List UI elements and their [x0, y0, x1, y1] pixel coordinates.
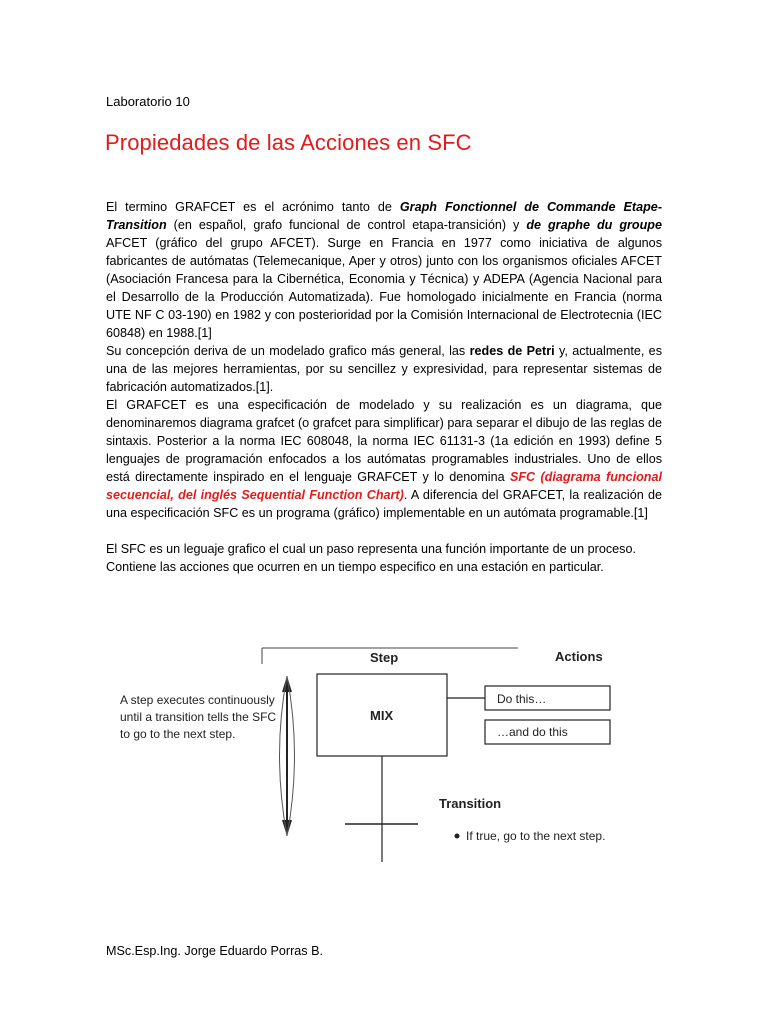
step-heading: Step: [370, 650, 399, 665]
double-arrow-icon: [280, 676, 295, 836]
paragraph-petri-nets: Su concepción deriva de un modelado grafico más general, las redes de Petri y, actualmente, es una de las mejores herramientas, por su sencillez y expresividad, para representar sistemas de fabricación automatizados.[1].: [106, 344, 662, 394]
paragraph-sfc-summary: El SFC es un leguaje grafico el cual un paso representa una función importante de un proceso. Contiene las acciones que ocurren en un tiempo especifico en una estación en particular.: [106, 542, 636, 574]
side-note-line2: until a transition tells the SFC: [120, 710, 277, 724]
sfc-diagram: [100, 640, 620, 870]
page-title: Propiedades de las Acciones en SFC: [105, 130, 472, 155]
side-note-line3: to go to the next step.: [120, 727, 236, 741]
paragraph-grafcet-origin: El termino GRAFCET es el acrónimo tanto de Graph Fonctionnel de Commande Etape-Transition (en español, grafo funcional de control etapa-transición) y de graphe du groupe AFCET (gráfico del grupo AFCET). Surge en Francia en 1977 como iniciativa de algunos fabricantes de autómatas (Telemecanique, Aper y otros) junto con los organismos oficiales AFCET (Asociación Francesa para la Cibernética, Economia y Técnica) y ADEPA (Agencia Nacional para el Desarrollo de la Producción Automatizada). Fue homologado inicialmente en Francia (norma UTE NF C 03-190) en 1982 y con posterioridad por la Comisión Internacional de Electrotecnia (IEC 60848) en 1988.[1]: [106, 200, 663, 340]
bullet-icon: [455, 834, 460, 839]
step-name: MIX: [370, 708, 394, 723]
footer-author: MSc.Esp.Ing. Jorge Eduardo Porras B.: [106, 944, 323, 958]
paragraph-sfc-definition: El GRAFCET es una especificación de modelado y su realización es un diagrama, que denominaremos diagrama grafcet (o grafcet para simplificar) para separar el dibujo de las reglas de sintaxis. Posterior a la norma IEC 608048, la norma IEC 61131-3 (1a edición en 1993) define 5 lenguajes de programación enfocados a los autómatas programables industriales. Uno de ellos está directamente inspirado en el lenguaje GRAFCET y lo denomina SFC (diagrama funcional secuencial, del inglés Sequential Function Chart). A diferencia del GRAFCET, la realización de una especificación SFC es un programa (gráfico) implementable en un autómata programable.[1]: [106, 398, 662, 520]
side-note-line1: A step executes continuously: [120, 693, 275, 707]
lab-label: Laboratorio 10: [106, 94, 190, 109]
actions-heading: Actions: [555, 649, 603, 664]
transition-note: If true, go to the next step.: [466, 829, 606, 843]
action-1-label: Do this…: [497, 692, 547, 706]
action-2-label: …and do this: [497, 725, 568, 739]
transition-heading: Transition: [439, 796, 502, 811]
body-text: [106, 198, 662, 576]
